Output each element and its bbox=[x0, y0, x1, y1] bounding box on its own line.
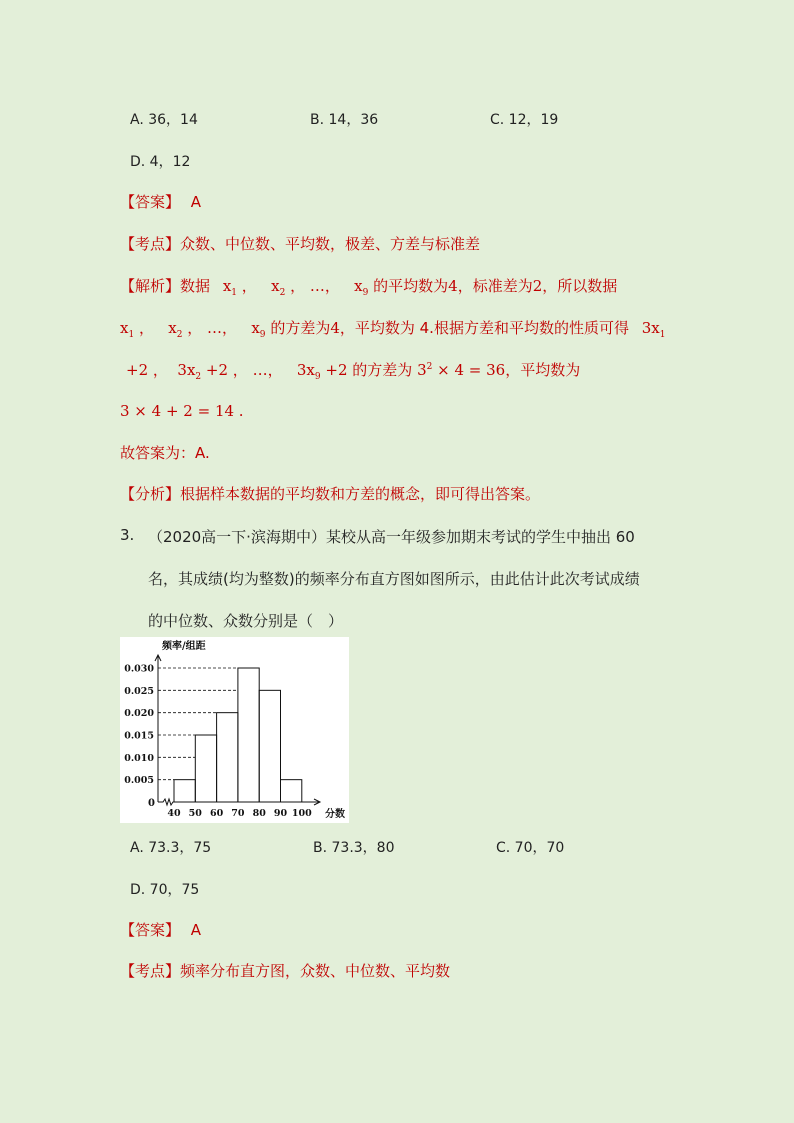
histogram-bar-4 bbox=[259, 690, 280, 802]
q2-option-d[interactable]: D. 4，12 bbox=[130, 154, 191, 170]
y-tick-label-5: 0.030 bbox=[124, 663, 154, 675]
histogram-bar-5 bbox=[281, 780, 302, 802]
histogram-svg bbox=[120, 637, 349, 823]
so-answer: 故答案为：A. bbox=[120, 444, 210, 462]
histogram-bar-1 bbox=[195, 735, 216, 802]
q3-option-b[interactable]: B. 73.3，80 bbox=[313, 840, 395, 856]
q3-option-d[interactable]: D. 70，75 bbox=[130, 882, 200, 898]
formula-3x1: $3x_1$ bbox=[641, 319, 666, 340]
fenxi-text: 根据样本数据的平均数和方差的概念，即可得出答案。 bbox=[180, 485, 541, 503]
q3-option-a[interactable]: A. 73.3，75 bbox=[130, 840, 212, 856]
formula-x1: $x_1$ ， $x_2$ ， …， $x_9$ bbox=[222, 277, 369, 298]
histogram-bar-3 bbox=[238, 668, 259, 802]
formula-transform: +2 ， $3x_2 +2$ ， …， $3x_9 +2$ bbox=[126, 361, 348, 382]
y-tick-label-0: 0.005 bbox=[124, 775, 154, 787]
analysis-label: 【解析】 bbox=[120, 277, 181, 295]
topic-label: 【考点】 bbox=[120, 235, 181, 253]
histogram-bar-2 bbox=[217, 713, 238, 802]
q3-topic-row bbox=[120, 960, 450, 981]
x-tick-label-5: 90 bbox=[273, 808, 288, 819]
analysis-line-4: 3 × 4 + 2 = 14 . bbox=[120, 402, 244, 420]
frequency-histogram bbox=[120, 637, 349, 823]
q2-option-a[interactable]: A. 36，14 bbox=[130, 112, 198, 128]
analysis-line-3: +2 ， $3x_2 +2$ ， …， $3x_9 +2$ 的方差为 $3^2 \times 4 = 36$，平均数为 bbox=[126, 361, 581, 382]
fenxi-label: 【分析】 bbox=[120, 485, 181, 503]
x-tick-label-6: 100 bbox=[291, 808, 312, 819]
origin-label: 0 bbox=[148, 798, 155, 809]
x-tick-label-3: 70 bbox=[231, 808, 245, 819]
q3-answer-row bbox=[120, 919, 201, 940]
q3-line-3: 的中位数、众数分别是（ ） bbox=[148, 612, 344, 630]
q2-option-c[interactable]: C. 12，19 bbox=[490, 112, 559, 128]
y-tick-label-4: 0.025 bbox=[124, 685, 154, 697]
y-axis-label: 频率/组距 bbox=[162, 641, 206, 652]
x-tick-label-4: 80 bbox=[252, 808, 266, 819]
x-tick-label-2: 60 bbox=[209, 808, 224, 819]
formula-x-list: $x_1$ ， $x_2$ ， …， $x_9$ bbox=[120, 319, 266, 340]
y-tick-label-2: 0.015 bbox=[124, 730, 154, 742]
histogram-bar-0 bbox=[174, 780, 195, 802]
x-tick-label-1: 50 bbox=[188, 808, 202, 819]
y-tick-label-3: 0.020 bbox=[124, 708, 154, 720]
q2-topic-row bbox=[120, 233, 480, 254]
q3-option-c[interactable]: C. 70，70 bbox=[496, 840, 565, 856]
q3-topic-label: 【考点】 bbox=[120, 962, 181, 980]
analysis-line-1: 【解析】数据 $x_1$ ， $x_2$ ， …， $x_9$ 的平均数为4，标准差为2，所以数据 bbox=[120, 277, 618, 298]
q3-number: 3. bbox=[120, 526, 135, 544]
x-axis-label: 分数 bbox=[325, 809, 345, 820]
x-tick-label-0: 40 bbox=[167, 808, 181, 819]
q3-answer-label: 【答案】 bbox=[120, 921, 181, 939]
q3-line-1: （2020高一下·滨海期中）某校从高一年级参加期末考试的学生中抽出 60 bbox=[148, 528, 635, 546]
topic-text: 众数、中位数、平均数，极差、方差与标准差 bbox=[180, 235, 481, 253]
q2-option-b[interactable]: B. 14，36 bbox=[310, 112, 379, 128]
analysis-line-2: $x_1$ ， $x_2$ ， …， $x_9$ 的方差为4，平均数为 4.根据方差和平均数的性质可得 $3x_1$ bbox=[120, 319, 666, 340]
answer-value: A bbox=[190, 193, 202, 211]
y-tick-label-1: 0.010 bbox=[124, 752, 154, 764]
fenxi-row bbox=[120, 483, 540, 504]
q2-answer-row bbox=[120, 191, 201, 212]
q3-topic-text: 频率分布直方图，众数、中位数、平均数 bbox=[180, 962, 451, 980]
answer-label: 【答案】 bbox=[120, 193, 181, 211]
q3-answer-value: A bbox=[190, 921, 202, 939]
q3-line-2: 名，其成绩(均为整数)的频率分布直方图如图所示，由此估计此次考试成绩 bbox=[148, 570, 640, 588]
